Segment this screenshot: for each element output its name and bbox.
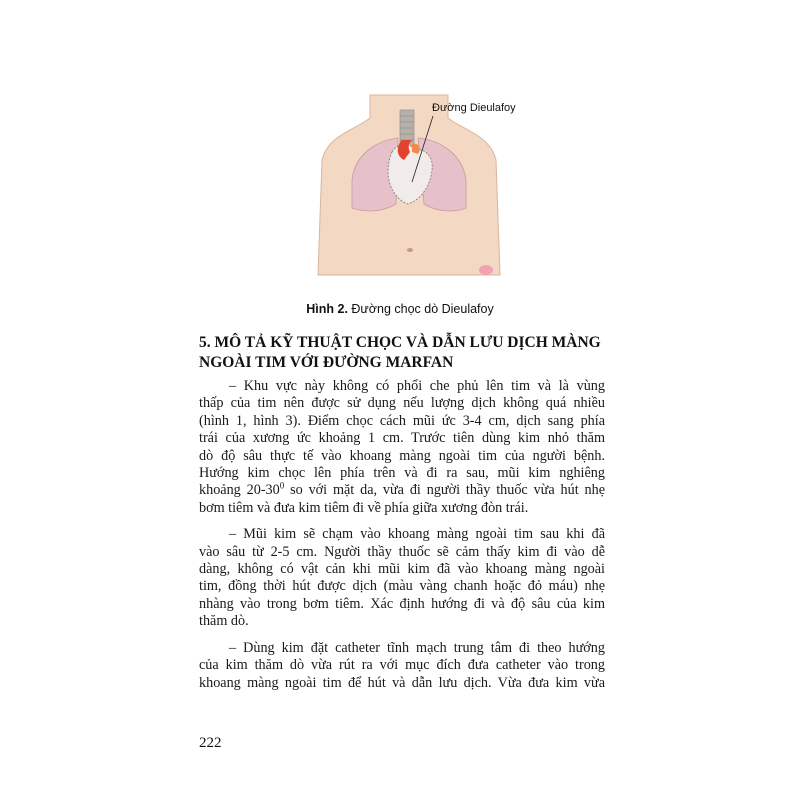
text-line: thấp của tim nên được sử dụng nếu lượng dịch không quá nhiều [199,395,605,412]
body-text [199,378,605,701]
text-line: dàng, không có vật cản khi mũi kim đã vào khoang màng ngoài [199,561,605,578]
text-line: khoang màng ngoài tim để hút và dẫn lưu dịch. Vừa đưa kim vừa [199,674,605,691]
paragraph-3 [199,640,605,692]
text-line: trái của xương ức khoảng 1 cm. Trước tiên dùng kim nhỏ thăm [199,430,605,447]
figure-caption [0,302,800,316]
torso-illustration [300,90,530,290]
text-line: nhàng vào trong bơm tiêm. Xác định hướng đi và độ sâu của kim [199,595,605,612]
figure-label: Đường Dieulafoy [432,102,516,114]
text-line: bơm tiêm và đưa kim tiêm đi về phía giữa xương đòn trái. [199,499,529,516]
text-line: thăm dò. [199,613,249,630]
heading-line-2: NGOÀI TIM VỚI ĐƯỜNG MARFAN [199,354,454,371]
caption-text: Đường chọc dò Dieulafoy [347,302,494,316]
caption-number: Hình 2. [306,302,348,316]
text-line: dò độ sâu thực tế vào khoang màng ngoài tim của người bệnh. [199,447,605,464]
text-line: của kim thăm dò vừa rút ra với mục đích đưa catheter vào trong [199,657,605,674]
text-line: vào sâu từ 2-5 cm. Người thầy thuốc sẽ cảm thấy kim đi vào dễ [199,543,605,560]
text-line: (hình 1, hình 3). Điểm chọc cách mũi ức 3-4 cm, dịch sang phía [199,412,605,429]
navel [407,248,413,252]
text-line: – Dùng kim đặt catheter tĩnh mạch trung tâm đi theo hướng [229,639,605,656]
text-line: – Mũi kim sẽ chạm vào khoang màng ngoài tim sau khi đã [229,526,605,543]
degree-post: so với mặt da, vừa đi người thầy thuốc vừa hút nhẹ [284,482,605,499]
degree-pre: khoảng 20-30 [199,482,280,499]
paragraph-1 [199,378,605,517]
page-number: 222 [199,735,222,751]
heading-line-1: 5. MÔ TẢ KỸ THUẬT CHỌC VÀ DẪN LƯU DỊCH MÀNG [199,334,601,351]
section-heading [199,333,619,373]
text-line-degree [199,482,605,499]
text-line: tim, đồng thời hút được dịch (màu vàng chanh hoặc đỏ máu) nhẹ [199,578,605,595]
text-line: – Khu vực này không có phổi che phủ lên tim và là vùng [229,378,605,394]
degree-superscript: 0 [279,482,285,491]
text-line: Hướng kim chọc lên phía trên và đi ra sau, mũi kim nghiêng [199,465,605,482]
paragraph-2 [199,526,605,630]
